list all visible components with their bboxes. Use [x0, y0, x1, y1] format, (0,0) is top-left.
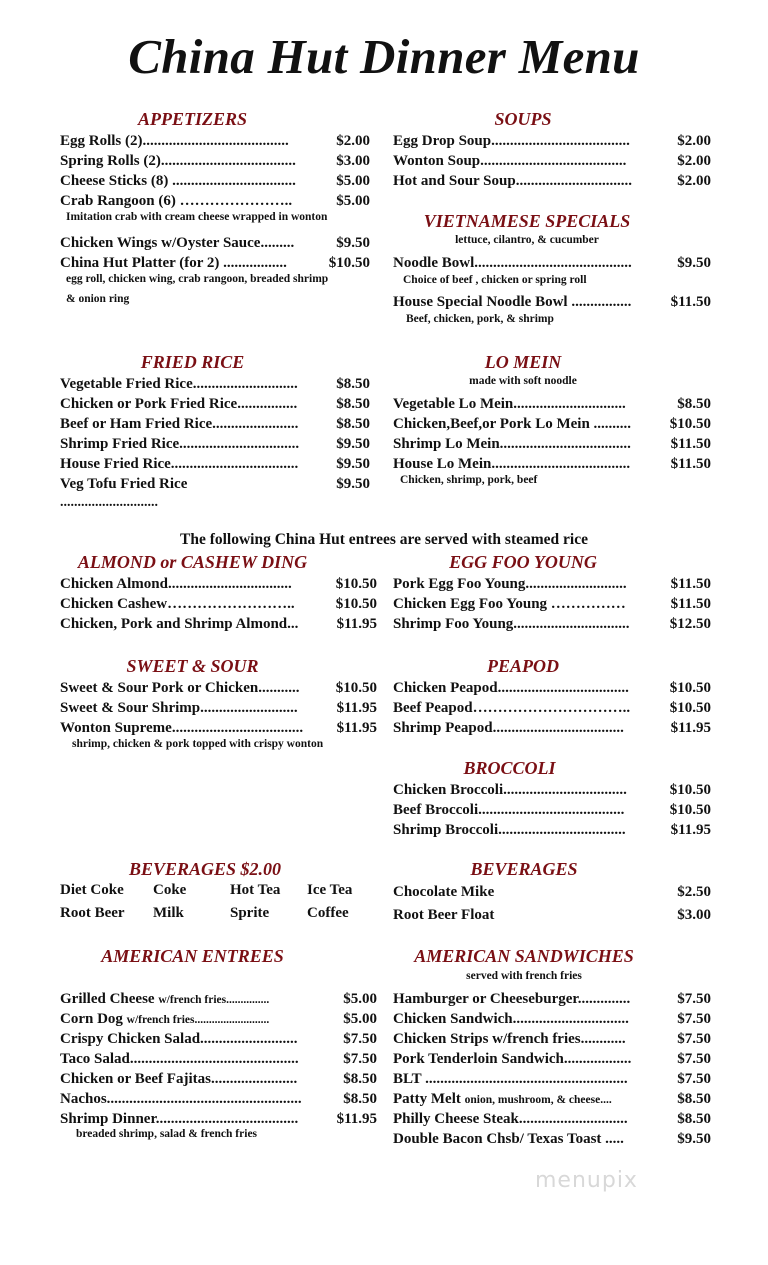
- item-price: $10.50: [669, 680, 711, 696]
- item-price: $7.50: [677, 1071, 711, 1087]
- item-name: [60, 1009, 269, 1030]
- menu-item: [393, 171, 711, 191]
- item-price: $2.00: [677, 173, 711, 189]
- entrees-banner: The following China Hut entrees are served with steamed rice: [180, 531, 588, 548]
- item-name: [393, 1089, 612, 1110]
- item-price: $11.50: [670, 576, 711, 592]
- item-name: Chicken Almond.................................: [60, 576, 292, 592]
- item-price: $8.50: [677, 1111, 711, 1127]
- item-price: $9.50: [336, 456, 370, 472]
- trailing-dots: ............................: [60, 495, 158, 510]
- item-name-detail: onion, mushroom, & cheese....: [464, 1094, 612, 1106]
- item-price: $5.00: [336, 173, 370, 189]
- menu-item: [60, 1029, 377, 1049]
- menu-item: [393, 1089, 711, 1109]
- menu-item: [60, 171, 370, 191]
- item-name: Chicken, Pork and Shrimp Almond...: [60, 616, 299, 632]
- item-price: $12.50: [669, 616, 711, 632]
- item-name: Chicken Cashew……………………..: [60, 596, 295, 612]
- beverage-item: Ice Tea: [307, 882, 353, 898]
- menu-item: [393, 800, 711, 820]
- item-price: $11.95: [336, 720, 377, 736]
- item-price: $8.50: [343, 1091, 377, 1107]
- item-name: [60, 1089, 302, 1109]
- noodle-bowl-note: Choice of beef , chicken or spring roll: [403, 274, 587, 286]
- sweet-sour-heading: SWEET & SOUR: [126, 656, 259, 676]
- beverage-item: Diet Coke: [60, 882, 124, 898]
- sandwiches-subtitle: served with french fries: [466, 970, 582, 982]
- menu-item: [60, 253, 370, 273]
- item-name: [393, 1069, 628, 1089]
- item-name: Beef Broccoli.......................................: [393, 802, 625, 818]
- menu-item: [393, 292, 711, 312]
- item-price: $10.50: [669, 802, 711, 818]
- item-name: Shrimp Broccoli..................................: [393, 822, 626, 838]
- american-entrees-heading: AMERICAN ENTREES: [101, 946, 284, 966]
- item-name-main: Hamburger or Cheeseburger..............: [393, 991, 631, 1007]
- item-name: Shrimp Foo Young...............................: [393, 616, 630, 632]
- menu-item: [393, 394, 711, 414]
- platter-note-2: & onion ring: [66, 293, 130, 305]
- item-name: [60, 1029, 298, 1049]
- soups-heading: SOUPS: [494, 109, 552, 129]
- menu-item: [393, 882, 711, 902]
- item-name: Shrimp Peapod...................................: [393, 720, 624, 736]
- menu-item: [393, 414, 711, 434]
- lo-mein-heading: LO MEIN: [484, 352, 562, 372]
- beverage-item: Coffee: [307, 905, 349, 921]
- item-name: Hot and Sour Soup...............................: [393, 173, 632, 189]
- item-name: Chicken Broccoli.................................: [393, 782, 627, 798]
- item-price: $9.50: [677, 1131, 711, 1147]
- item-price: $11.50: [670, 596, 711, 612]
- fried-rice-heading: FRIED RICE: [140, 352, 245, 372]
- item-name: [393, 1009, 629, 1029]
- item-name: Veg Tofu Fried Rice: [60, 476, 188, 492]
- beverage-item: Hot Tea: [230, 882, 281, 898]
- item-price: $7.50: [677, 1051, 711, 1067]
- item-name-main: Double Bacon Chsb/ Texas Toast .....: [393, 1131, 624, 1147]
- item-name: Pork Egg Foo Young...........................: [393, 576, 627, 592]
- item-name-detail: w/french fries...............: [158, 994, 270, 1006]
- menu-item: [393, 253, 711, 273]
- item-price: $10.50: [335, 680, 377, 696]
- item-name: Chicken Peapod...................................: [393, 680, 629, 696]
- item-name-main: Taco Salad.............................................: [60, 1051, 299, 1067]
- item-price: $8.50: [336, 416, 370, 432]
- item-name: Sweet & Sour Pork or Chicken...........: [60, 680, 300, 696]
- item-price: $11.50: [670, 456, 711, 472]
- beverage-item: Sprite: [230, 905, 270, 921]
- item-name: Crab Rangoon (6) …………………..: [60, 193, 293, 209]
- menu-item: [60, 698, 377, 718]
- item-name: House Lo Mein.....................................: [393, 456, 631, 472]
- menu-item: [60, 151, 370, 171]
- item-name: [393, 1109, 628, 1129]
- item-name: China Hut Platter (for 2) .................: [60, 255, 287, 271]
- item-name: Egg Rolls (2).......................................: [60, 133, 289, 149]
- shrimp-dinner-note: breaded shrimp, salad & french fries: [76, 1128, 258, 1140]
- beverage-item: Coke: [153, 882, 187, 898]
- item-name: Spring Rolls (2)....................................: [60, 153, 296, 169]
- item-price: $7.50: [343, 1031, 377, 1047]
- item-price: $9.50: [677, 255, 711, 271]
- item-name: Egg Drop Soup.....................................: [393, 133, 630, 149]
- menu-item: [60, 989, 377, 1009]
- item-name: Wonton Soup.......................................: [393, 153, 627, 169]
- menu-item: [393, 1109, 711, 1129]
- menu-item: [60, 594, 377, 614]
- beverages-right-heading: BEVERAGES: [470, 859, 578, 879]
- menu-item: [393, 820, 711, 840]
- menu-item: [393, 131, 711, 151]
- menu-item: [393, 1069, 711, 1089]
- menu-item: [393, 1009, 711, 1029]
- item-price: $9.50: [336, 235, 370, 251]
- menu-item: [60, 1109, 377, 1129]
- item-price: $9.50: [336, 436, 370, 452]
- item-price: $11.50: [670, 294, 711, 310]
- item-price: $9.50: [336, 476, 370, 492]
- house-bowl-note: Beef, chicken, pork, & shrimp: [406, 313, 554, 325]
- item-price: $5.00: [343, 1011, 377, 1027]
- menu-item: [393, 454, 711, 474]
- menu-item: [60, 718, 377, 738]
- item-price: $10.50: [328, 255, 370, 271]
- item-price: $5.00: [343, 991, 377, 1007]
- item-name-main: Grilled Cheese: [60, 991, 159, 1007]
- item-name: [60, 1049, 299, 1069]
- item-name-main: Philly Cheese Steak.............................: [393, 1111, 628, 1127]
- item-name: Chicken Egg Foo Young ……………: [393, 596, 626, 612]
- item-name: [393, 1129, 624, 1149]
- item-name-main: Chicken or Beef Fajitas.......................: [60, 1071, 298, 1087]
- item-name: Chicken Wings w/Oyster Sauce.........: [60, 235, 295, 251]
- item-price: $8.50: [343, 1071, 377, 1087]
- item-name-main: Corn Dog: [60, 1011, 127, 1027]
- item-price: $11.95: [336, 1111, 377, 1127]
- item-price: $5.00: [336, 193, 370, 209]
- menu-item: [393, 678, 711, 698]
- item-price: $11.95: [670, 720, 711, 736]
- menu-item: [60, 374, 370, 394]
- menu-item: [393, 698, 711, 718]
- menu-item: [60, 414, 370, 434]
- item-name: [60, 1069, 297, 1089]
- item-name-detail: w/french fries..........................: [126, 1014, 270, 1026]
- menu-item: [60, 191, 370, 211]
- item-price: $10.50: [669, 782, 711, 798]
- menu-item: [393, 905, 711, 925]
- crab-rangoon-note: Imitation crab with cream cheese wrapped in wonton: [66, 211, 328, 223]
- menu-item: [393, 434, 711, 454]
- item-name: Shrimp Fried Rice................................: [60, 436, 300, 452]
- item-name: Beef Peapod…………………………..: [393, 700, 631, 716]
- menupix-watermark: menupix: [535, 1168, 638, 1193]
- item-name: Noodle Bowl..........................................: [393, 255, 632, 271]
- item-name: Sweet & Sour Shrimp..........................: [60, 700, 298, 716]
- menu-item: [393, 574, 711, 594]
- item-name: Cheese Sticks (8) .................................: [60, 173, 296, 189]
- item-name-main: Nachos....................................................: [60, 1091, 302, 1107]
- item-name: Shrimp Lo Mein...................................: [393, 436, 631, 452]
- item-name: Chicken,Beef,or Pork Lo Mein ..........: [393, 416, 632, 432]
- beverage-item: Milk: [153, 905, 184, 921]
- peapod-heading: PEAPOD: [487, 656, 559, 676]
- item-price: $11.95: [336, 616, 377, 632]
- item-price: $10.50: [335, 596, 377, 612]
- menu-item: [60, 1069, 377, 1089]
- appetizers-heading: APPETIZERS: [137, 109, 248, 129]
- menu-item: [60, 131, 370, 151]
- item-price: $10.50: [669, 416, 711, 432]
- menu-item: [60, 474, 370, 494]
- item-price: $7.50: [343, 1051, 377, 1067]
- menu-title: China Hut Dinner Menu: [128, 29, 640, 84]
- item-name: Wonton Supreme...................................: [60, 720, 304, 736]
- item-name-main: Chicken Strips w/french fries............: [393, 1031, 626, 1047]
- item-name: Vegetable Fried Rice............................: [60, 376, 298, 392]
- menu-item: [393, 1029, 711, 1049]
- menu-item: [393, 151, 711, 171]
- item-price: $10.50: [335, 576, 377, 592]
- menu-item: [393, 614, 711, 634]
- item-name: [60, 989, 269, 1010]
- item-price: $2.00: [336, 133, 370, 149]
- wonton-supreme-note: shrimp, chicken & pork topped with crispy wonton: [72, 738, 324, 750]
- menu-item: [393, 780, 711, 800]
- item-name: Vegetable Lo Mein..............................: [393, 396, 626, 412]
- item-name-main: Pork Tenderloin Sandwich..................: [393, 1051, 632, 1067]
- almond-heading: ALMOND or CASHEW DING: [77, 552, 308, 572]
- menu-item: [60, 1049, 377, 1069]
- item-name: [60, 1109, 298, 1129]
- item-price: $8.50: [677, 396, 711, 412]
- item-price: $8.50: [336, 396, 370, 412]
- item-price: $7.50: [677, 991, 711, 1007]
- egg-foo-young-heading: EGG FOO YOUNG: [449, 552, 597, 572]
- item-name-main: Crispy Chicken Salad..........................: [60, 1031, 298, 1047]
- menu-item: [393, 1129, 711, 1149]
- menu-item: [60, 1009, 377, 1029]
- menu-item: [60, 233, 370, 253]
- broccoli-heading: BROCCOLI: [463, 758, 556, 778]
- item-price: $11.95: [336, 700, 377, 716]
- item-name: [393, 1049, 631, 1069]
- item-price: $8.50: [677, 1091, 711, 1107]
- menu-item: [393, 718, 711, 738]
- item-name-main: Shrimp Dinner......................................: [60, 1111, 299, 1127]
- menu-item: [393, 1049, 711, 1069]
- lo-mein-subtitle: made with soft noodle: [469, 375, 577, 387]
- menu-item: [60, 574, 377, 594]
- item-price: $7.50: [677, 1031, 711, 1047]
- menu-item: [60, 394, 370, 414]
- menu-item: [393, 989, 711, 1009]
- item-name: Root Beer Float: [393, 907, 495, 923]
- item-name-main: BLT ......................................................: [393, 1071, 628, 1087]
- beverages-heading: BEVERAGES $2.00: [128, 859, 282, 879]
- platter-note: egg roll, chicken wing, crab rangoon, breaded shrimp: [66, 273, 329, 285]
- menu-item: [60, 434, 370, 454]
- item-name: Beef or Ham Fried Rice.......................: [60, 416, 299, 432]
- item-price: $3.00: [677, 907, 711, 923]
- item-name: House Fried Rice..................................: [60, 456, 299, 472]
- item-name: House Special Noodle Bowl ................: [393, 294, 632, 310]
- item-price: $8.50: [336, 376, 370, 392]
- menu-item: [393, 594, 711, 614]
- menu-item: [60, 1089, 377, 1109]
- beverage-item: Root Beer: [60, 905, 125, 921]
- menu-item: [60, 614, 377, 634]
- item-name: [393, 1029, 626, 1049]
- item-price: $11.50: [670, 436, 711, 452]
- american-sandwiches-heading: AMERICAN SANDWICHES: [414, 946, 634, 966]
- item-name-main: Chicken Sandwich...............................: [393, 1011, 629, 1027]
- vietnamese-heading: VIETNAMESE SPECIALS: [423, 211, 631, 231]
- menu-item: [60, 678, 377, 698]
- item-name-main: Patty Melt: [393, 1091, 465, 1107]
- item-price: $2.00: [677, 133, 711, 149]
- item-name: Chicken or Pork Fried Rice................: [60, 396, 298, 412]
- house-lo-mein-note: Chicken, shrimp, pork, beef: [400, 474, 538, 486]
- item-name: Chocolate Mike: [393, 884, 495, 900]
- item-price: $11.95: [670, 822, 711, 838]
- item-price: $7.50: [677, 1011, 711, 1027]
- item-name: [393, 989, 630, 1009]
- item-price: $2.50: [677, 884, 711, 900]
- item-price: $3.00: [336, 153, 370, 169]
- item-price: $2.00: [677, 153, 711, 169]
- vietnamese-subtitle: lettuce, cilantro, & cucumber: [455, 234, 599, 246]
- menu-item: [60, 454, 370, 474]
- item-price: $10.50: [669, 700, 711, 716]
